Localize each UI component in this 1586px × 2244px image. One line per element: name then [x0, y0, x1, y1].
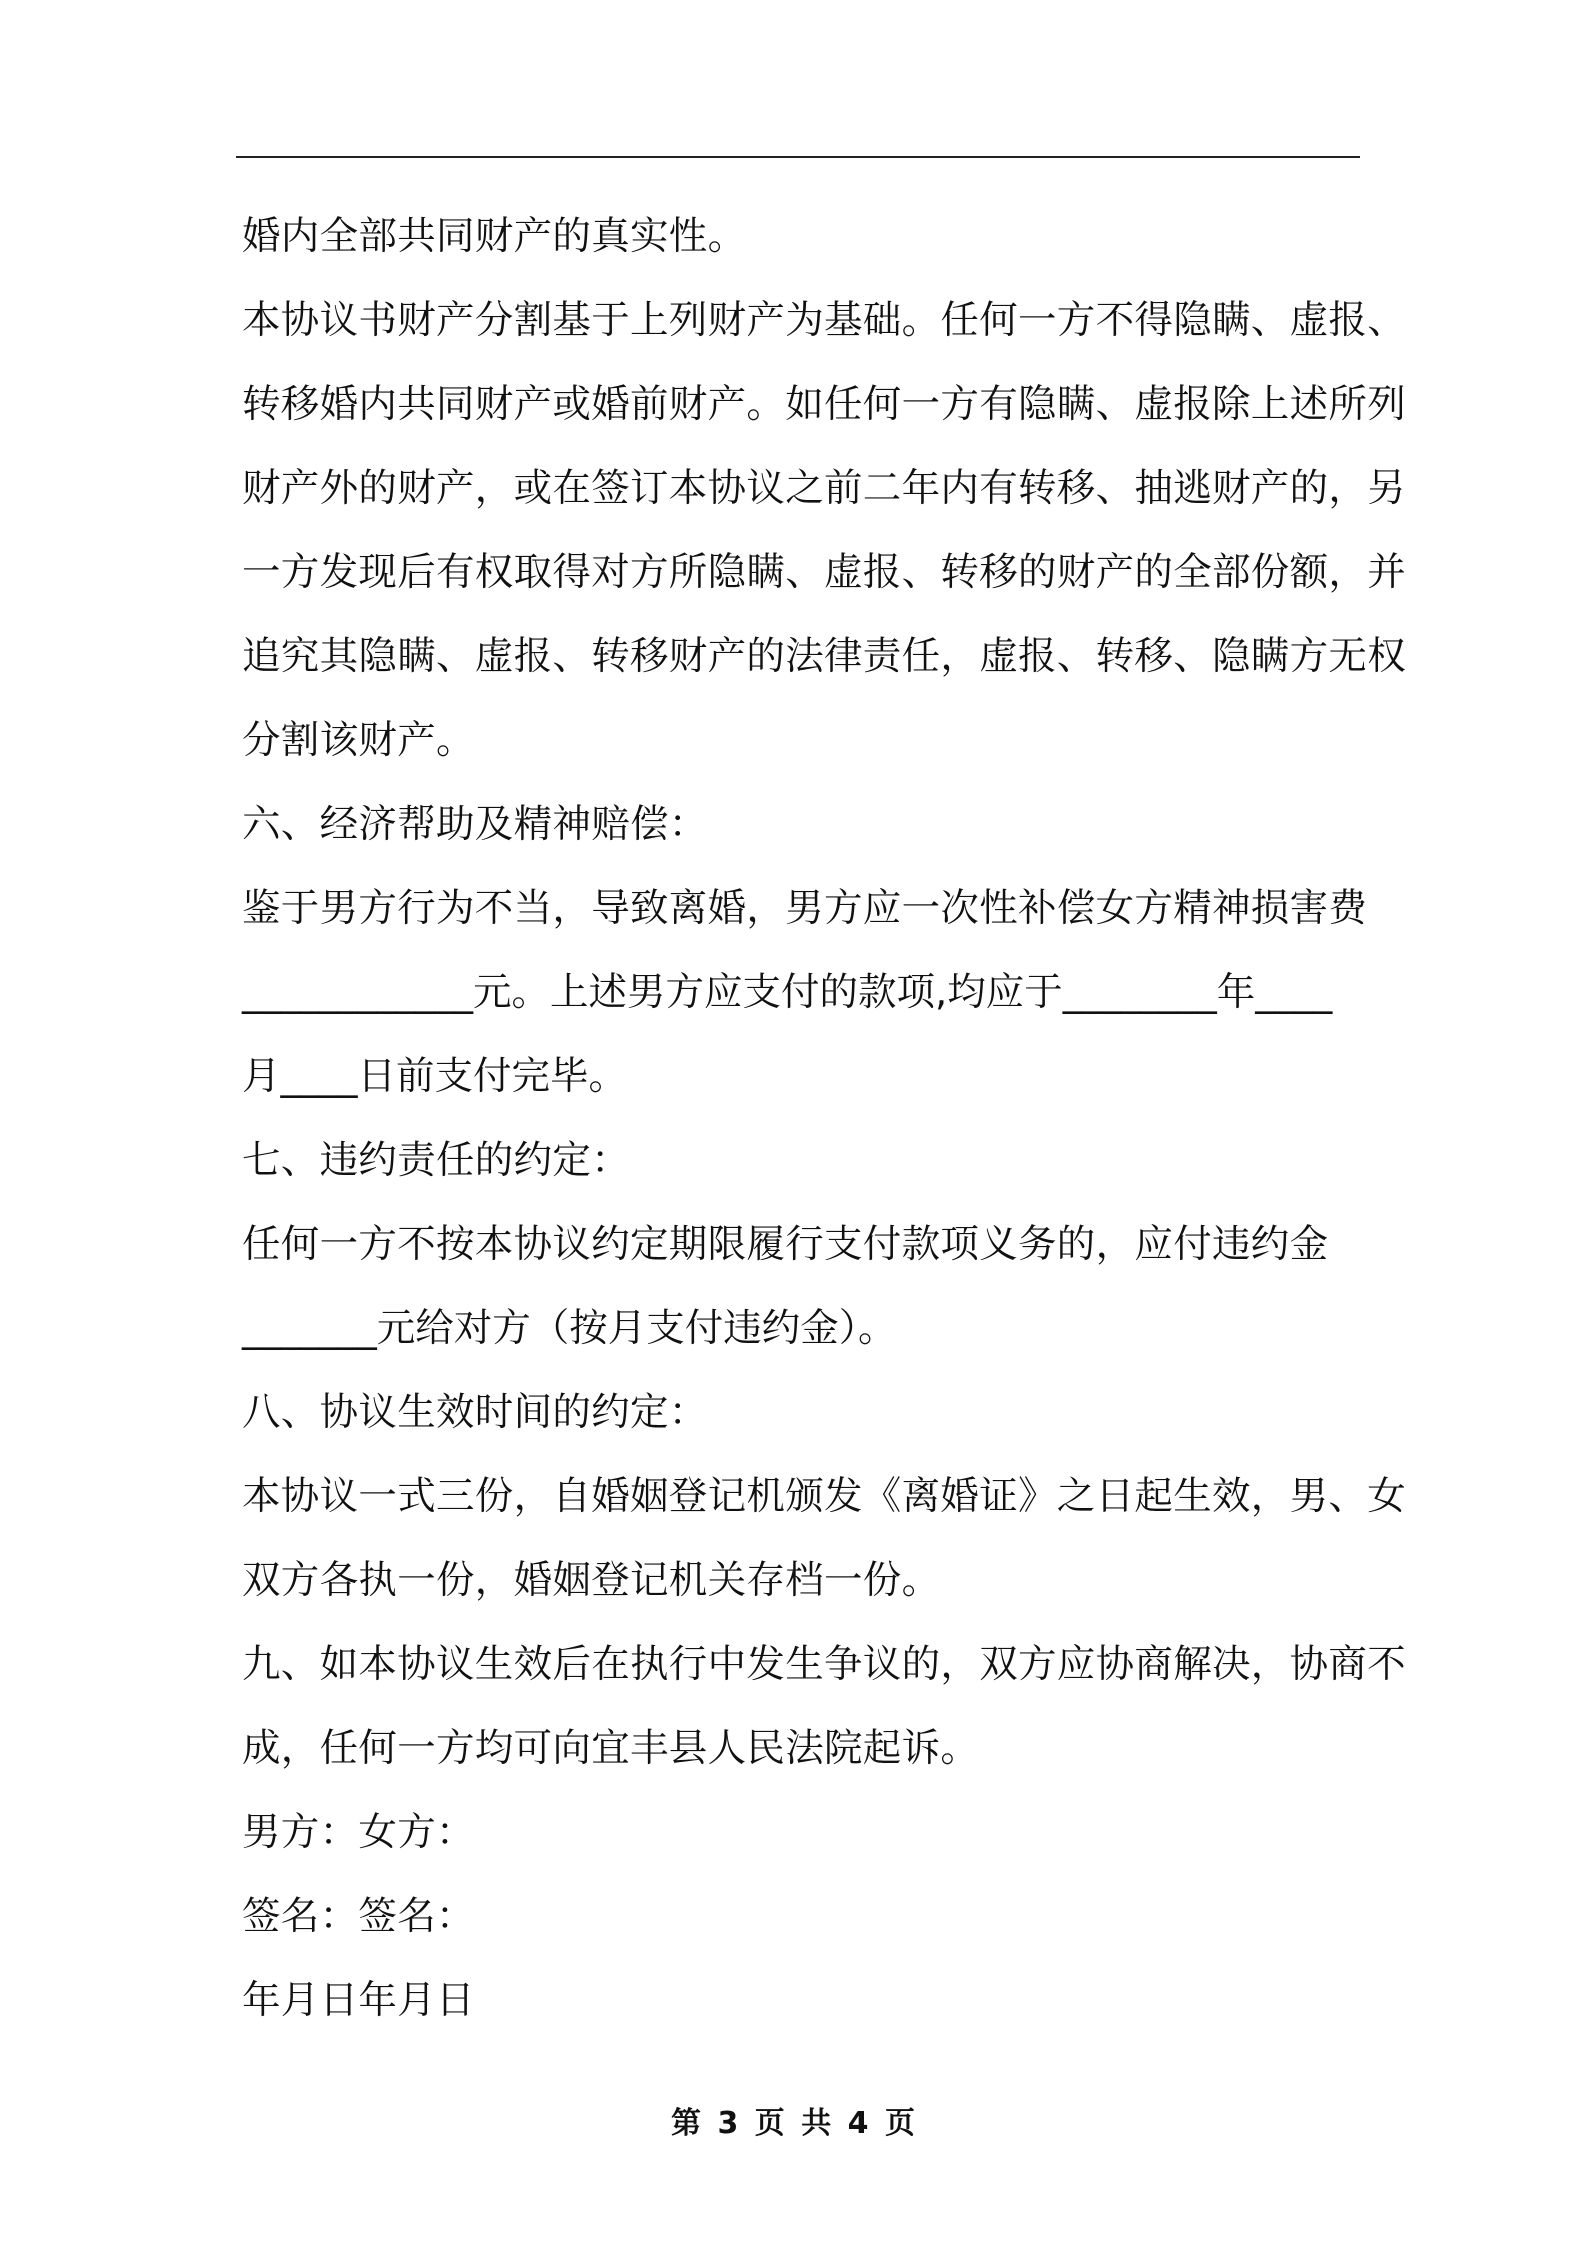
section-heading: 八、协议生效时间的约定：: [242, 1390, 708, 1435]
paragraph-line: 追究其隐瞒、虚报、转移财产的法律责任，虚报、转移、隐瞒方无权: [242, 634, 1407, 679]
fill-in-line: ____________元。上述男方应支付的款项,均应于________年____: [242, 970, 1333, 1015]
paragraph-line: 财产外的财产，或在签订本协议之前二年内有转移、抽逃财产的，另: [242, 466, 1407, 511]
paragraph-line: 转移婚内共同财产或婚前财产。如任何一方有隐瞒、虚报除上述所列: [242, 382, 1407, 427]
header-rule: [236, 156, 1360, 158]
fill-in-line: _______元给对方（按月支付违约金）。: [242, 1306, 897, 1351]
document-body: [242, 195, 1407, 2043]
signature-line: 签名：签名：: [242, 1894, 475, 1939]
section-heading: 九、如本协议生效后在执行中发生争议的，双方应协商解决，协商不: [242, 1642, 1407, 1687]
page-number: 第 3 页 共 4 页: [671, 2106, 915, 2141]
paragraph-line: 本协议书财产分割基于上列财产为基础。任何一方不得隐瞒、虚报、: [242, 298, 1407, 343]
paragraph-line: 成，任何一方均可向宜丰县人民法院起诉。: [242, 1726, 980, 1771]
paragraph-line: 分割该财产。: [242, 718, 475, 763]
signature-parties-line: 男方：女方：: [242, 1810, 475, 1855]
paragraph-line: 婚内全部共同财产的真实性。: [242, 214, 747, 259]
paragraph-line: 任何一方不按本协议约定期限履行支付款项义务的，应付违约金: [242, 1222, 1329, 1267]
paragraph-line: 双方各执一份，婚姻登记机关存档一份。: [242, 1558, 941, 1603]
paragraph-line: 本协议一式三份，自婚姻登记机颁发《离婚证》之日起生效，男、女: [242, 1474, 1407, 1519]
paragraph-line: 鉴于男方行为不当，导致离婚，男方应一次性补偿女方精神损害费: [242, 886, 1368, 931]
paragraph-line: 一方发现后有权取得对方所隐瞒、虚报、转移的财产的全部份额，并: [242, 550, 1407, 595]
section-heading: 七、违约责任的约定：: [242, 1138, 631, 1183]
fill-in-line: 月____日前支付完毕。: [242, 1054, 628, 1099]
section-heading: 六、经济帮助及精神赔偿：: [242, 802, 708, 847]
date-line: 年月日年月日: [242, 1978, 475, 2023]
